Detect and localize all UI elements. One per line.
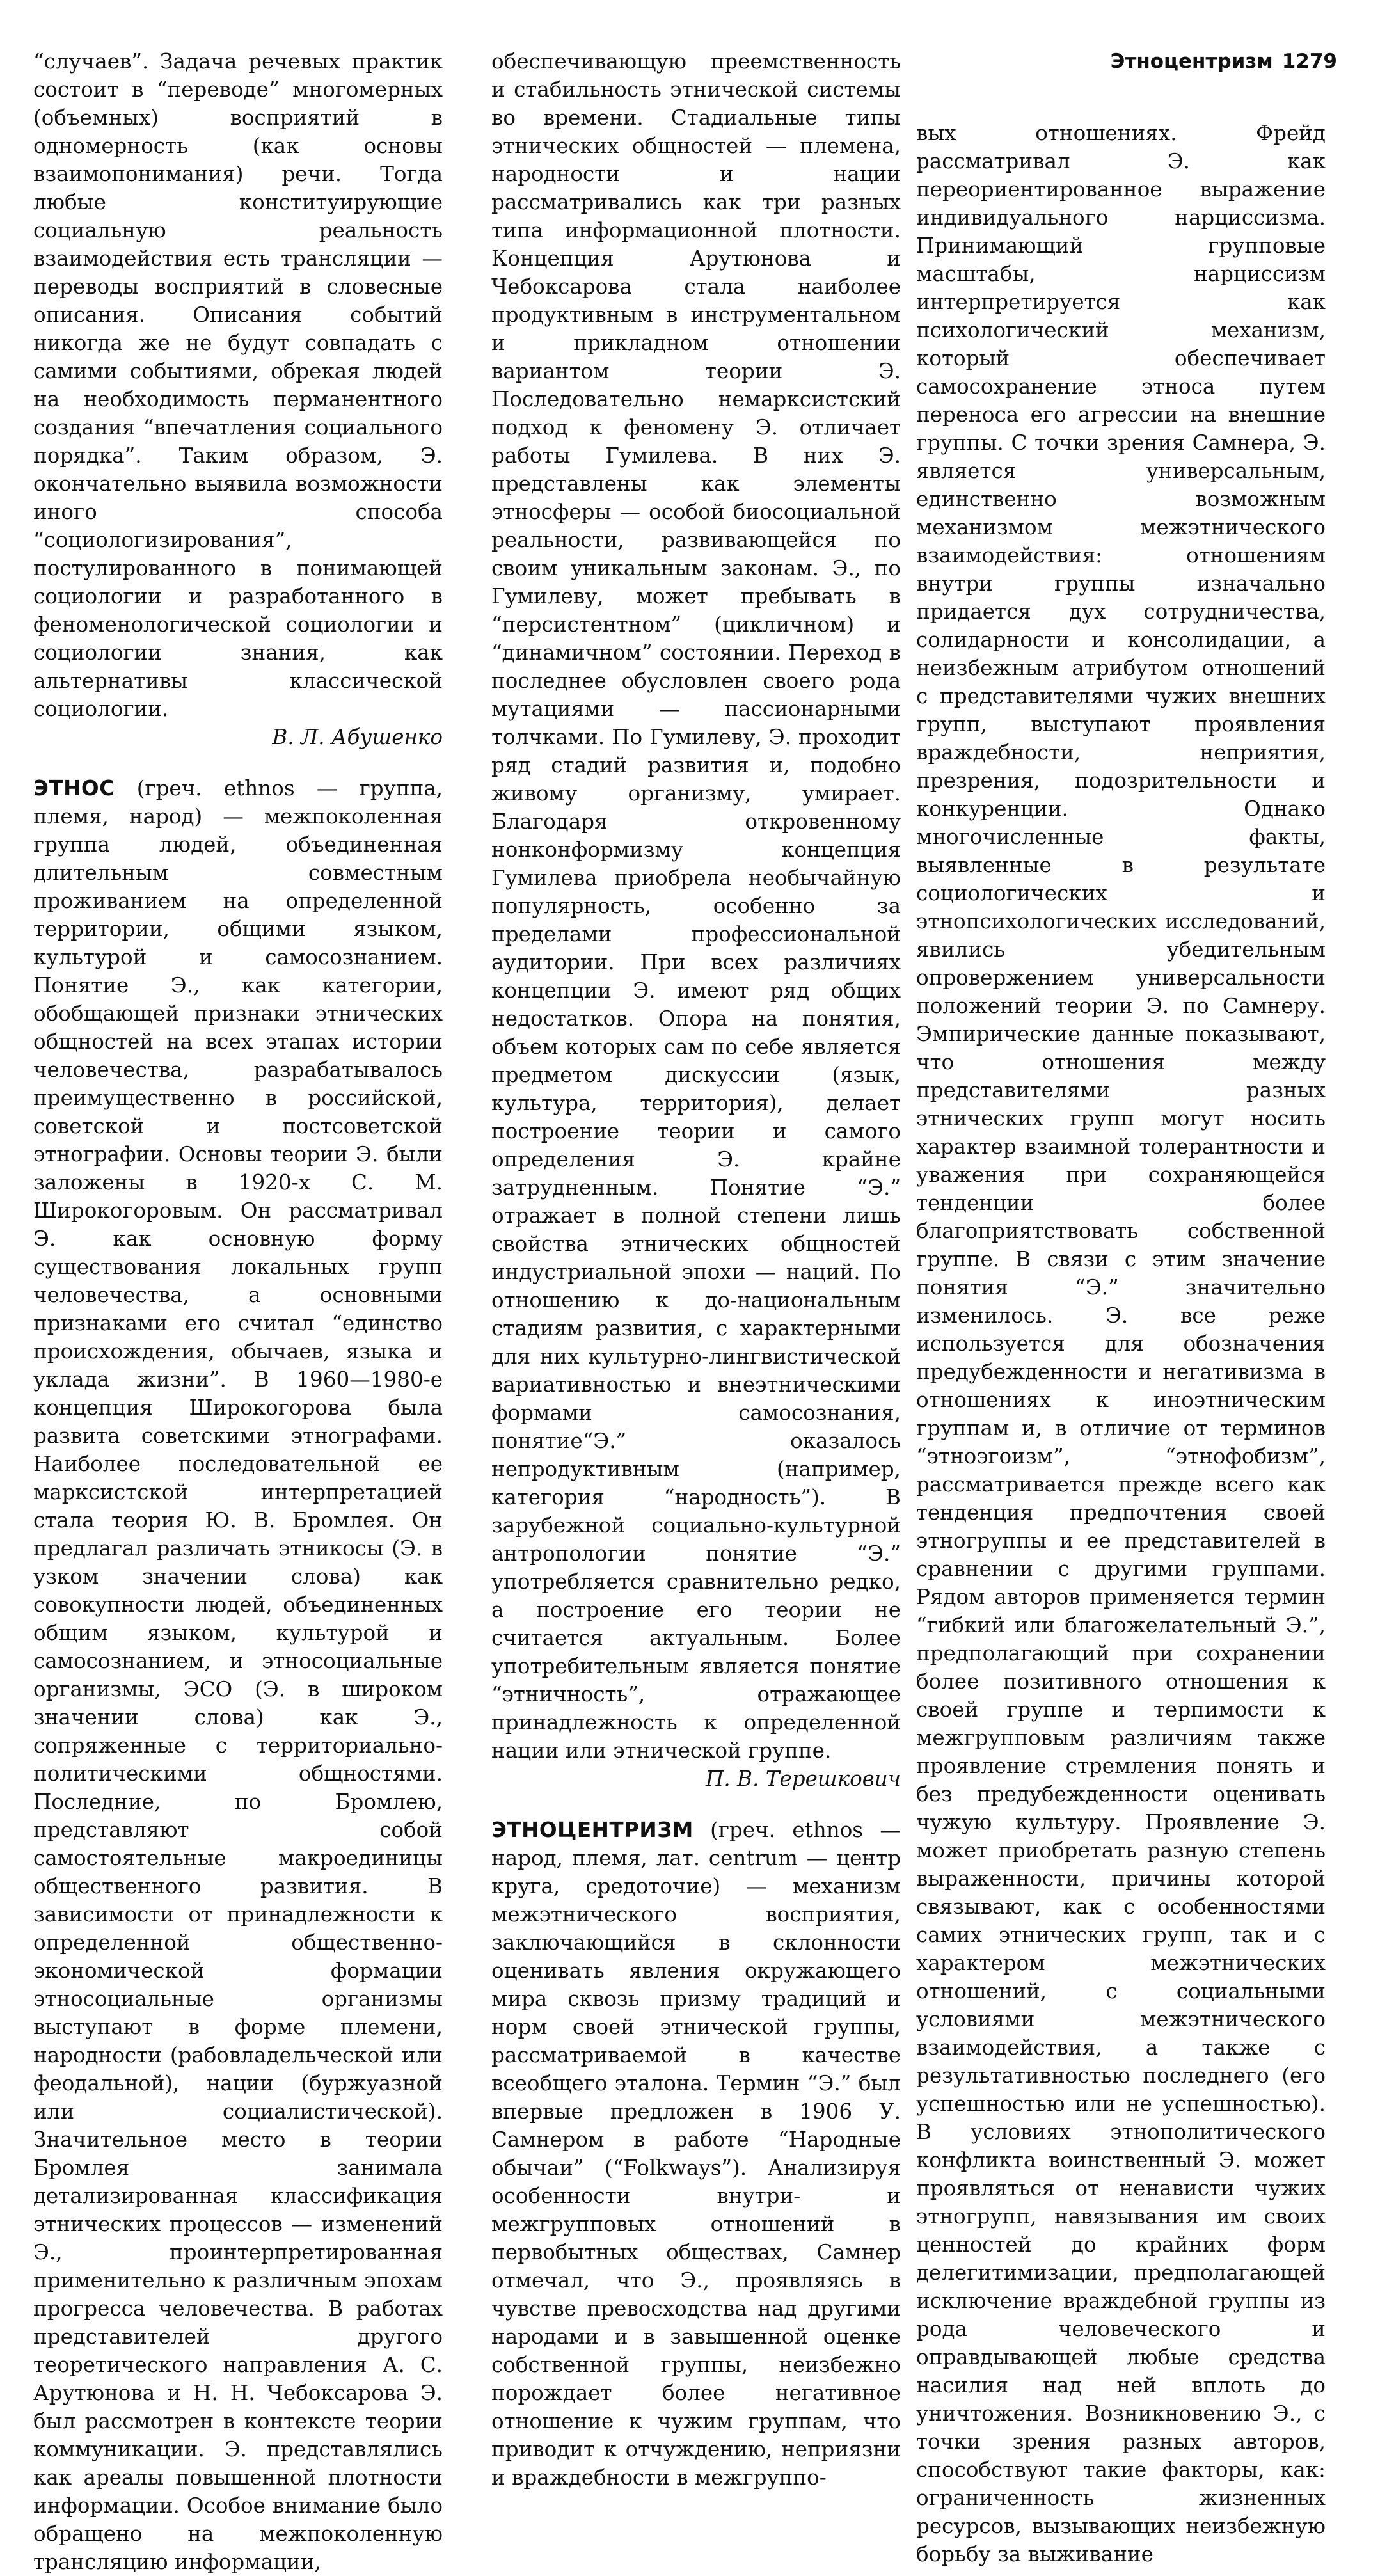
running-header-title: Этноцентризм <box>1110 50 1273 73</box>
page-number: 1279 <box>1281 50 1337 73</box>
article-continuation-paragraph: “случаев”. Задача речевых практик состоит в “переводе” многомерных (объемных) восприятий в одномерность (как основы взаимопонимания) речи. Тогда любые конституирующие социальную реальность взаимодействия есть трансляции — переводы восприятий в словесные описания. Описания событий никогда же не будут совпадать с самими событиями, обрекая людей на необходимость перманентного создания “впечатления социального порядка”. Таким образом, Э. окончательно выявила возможности иного способа “социологизирования”, постулированного в понимающей социологии и разработанного в феноменологической социологии и социологии знания, как альтернативы классической социологии. <box>33 49 443 721</box>
text-column-2 <box>491 47 901 2492</box>
entry-ethnos <box>33 774 443 2576</box>
text-column-3 <box>916 119 1326 2568</box>
entry-text-ethnos: (греч. ethnos — группа, племя, народ) — межпоколенная группа людей, объединенная длительным совместным проживанием на определенной территории, общими языком, культурой и самосознанием. Понятие Э., как категории, обобщающей признаки этнических общностей на всех этапах истории человечества, разрабатывалось преимущественно в российской, советской и постсоветской этнографии. Основы теории Э. были заложены в 1920-х С. М. Широкогоровым. Он рассматривал Э. как основную форму существования локальных групп человечества, а основными признаками его считал “единство происхождения, обычаев, языка и уклада жизни”. В 1960—1980-е концепция Широкогорова была развита советскими этнографами. Наиболее последовательной ее марксистской интерпретацией стала теория Ю. В. Бромлея. Он предлагал различать этникосы (Э. в узком значении слова) как совокупности людей, объединенных общим языком, культурой и самосознанием, и этносоциальные организмы, ЭСО (Э. в широком значении слова) как Э., сопряженные с территориально-политическими общностями. Последние, по Бромлею, представляют собой самостоятельные макроединицы общественного развития. В зависимости от принадлежности к определенной общественно-экономической формации этносоциальные организмы выступают в форме племени, народности (рабовладельческой или феодальной), нации (буржуазной или социалистической). Значительное место в теории Бромлея занимала детализированная классификация этнических процессов — изменений Э., проинтерпретированная применительно к различным эпохам прогресса человечества. В работах представителей другого теоретического направления А. С. Арутюнова и Н. Н. Чебоксарова Э. был рассмотрен в контексте теории коммуникации. Э. представлялись как ареалы повышенной плотности информации. Особое внимание было обращено на межпоколенную трансляцию информации, <box>33 776 443 2574</box>
author-signature: П. В. Терешкович <box>705 1767 901 1791</box>
text-column-1 <box>33 47 443 2576</box>
entry-ethnocentrism <box>491 1816 901 2492</box>
entry-term-ethnos: ЭТНОС <box>33 776 115 800</box>
entry-text-ethnocentrism: (греч. ethnos — народ, племя, лат. centrum — центр круга, средоточие) — механизм межэтнического восприятия, заключающийся в склонности оценивать явления окружающего мира сквозь призму традиций и норм своей этнической группы, рассматриваемой в качестве всеобщего эталона. Термин “Э.” был впервые предложен в 1906 У. Самнером в работе “Народные обычаи” (“Folkways”). Анализируя особенности внутри- и межгрупповых отношений в первобытных обществах, Самнер отмечал, что Э., проявляясь в чувстве превосходства над другими народами и в завышенной оценке собственной группы, неизбежно порождает более негативное отношение к чужим группам, что приводит к отчуждению, неприязни и враждебности в межгруппо- <box>491 1818 901 2490</box>
entry-term-ethnocentrism: ЭТНОЦЕНТРИЗМ <box>491 1818 694 1842</box>
author-signature: В. Л. Абушенко <box>272 725 443 749</box>
ethnos-continuation-paragraph: обеспечивающую преемственность и стабильность этнической системы во времени. Стадиальные типы этнических общностей — племена, народности и нации рассматривались как три разных типа информационной плотности. Концепция Арутюнова и Чебоксарова стала наиболее продуктивным в инструментальном и прикладном отношении вариантом теории Э. Последовательно немарксистский подход к феномену Э. отличает работы Гумилева. В них Э. представлены как элементы этносферы — особой биосоциальной реальности, развивающейся по своим уникальным законам. Э., по Гумилеву, может пребывать в “персистентном” (цикличном) и “динамичном” состоянии. Переход в последнее обусловлен своего рода мутациями — пассионарными толчками. По Гумилеву, Э. проходит ряд стадий развития и, подобно живому организму, умирает. Благодаря откровенному нонконформизму концепция Гумилева приобрела необычайную популярность, особенно за пределами профессиональной аудитории. При всех различиях концепции Э. имеют ряд общих недостатков. Опора на понятия, объем которых сам по себе является предметом дискуссии (язык, культура, территория), делает построение теории и самого определения Э. крайне затрудненным. Понятие “Э.” отражает в полной степени лишь свойства этнических общностей индустриальной эпохи — наций. По отношению к до-национальным стадиям развития, с характерными для них культурно-лингвистической вариативностью и внеэтническими формами самосознания, понятие“Э.” оказалось непродуктивным (например, категория “народность”). В зарубежной социально-культурной антропологии понятие “Э.” употребляется сравнительно редко, а построение его теории не считается актуальным. Более употребительным является понятие “этничность”, отражающее принадлежность к определенной нации или этнической группе. <box>491 49 901 1763</box>
ethnocentrism-continuation-paragraph: вых отношениях. Фрейд рассматривал Э. как переориентированное выражение индивидуального нарциссизма. Принимающий групповые масштабы, нарциссизм интерпретируется как психологический механизм, который обеспечивает самосохранение этноса путем переноса его агрессии на внешние группы. С точки зрения Самнера, Э. является универсальным, единственно возможным механизмом межэтнического взаимодействия: отношениям внутри группы изначально придается дух сотрудничества, солидарности и консолидации, а неизбежным атрибутом отношений с представителями чужих внешних групп, выступают проявления враждебности, неприятия, презрения, подозрительности и конкуренции. Однако многочисленные факты, выявленные в результате социологических и этнопсихологических исследований, явились убедительным опровержением универсальности положений теории Э. по Самнеру. Эмпирические данные показывают, что отношения между представителями разных этнических групп могут носить характер взаимной толерантности и уважения при сохраняющейся тенденции более благоприятствовать собственной группе. В связи с этим значение понятия “Э.” значительно изменилось. Э. все реже используется для обозначения предубежденности и негативизма в отношениях к иноэтническим группам и, в отличие от терминов “этноэгоизм”, “этнофобизм”, рассматривается прежде всего как тенденция предпочтения своей этногруппы и ее представителей в сравнении с другими группами. Рядом авторов применяется термин “гибкий или благожелательный Э.”, предполагающий при сохранении более позитивного отношения к своей группе и терпимости к межгрупповым различиям также проявление стремления понять и без предубежденности оценивать чужую культуру. Проявление Э. может приобретать разную степень выраженности, причины которой связывают, как с особенностями самих этнических групп, так и с характером межэтнических отношений, с социальными условиями межэтнического взаимодействия, а также с результативностью последнего (его успешностью или не успешностью). В условиях этнополитического конфликта воинственный Э. может проявляться от ненависти чужих этногрупп, навязывания им своих ценностей до крайних форм делегитимизации, предполагающей исключение враждебной группы из рода человеческого и оправдывающей любые средства насилия над ней вплоть до уничтожения. Возникновению Э., с точки зрения разных авторов, способствуют такие факторы, как: ограниченность жизненных ресурсов, вызывающих неизбежную борьбу за выживание <box>916 121 1326 2566</box>
running-header <box>1098 49 1337 74</box>
